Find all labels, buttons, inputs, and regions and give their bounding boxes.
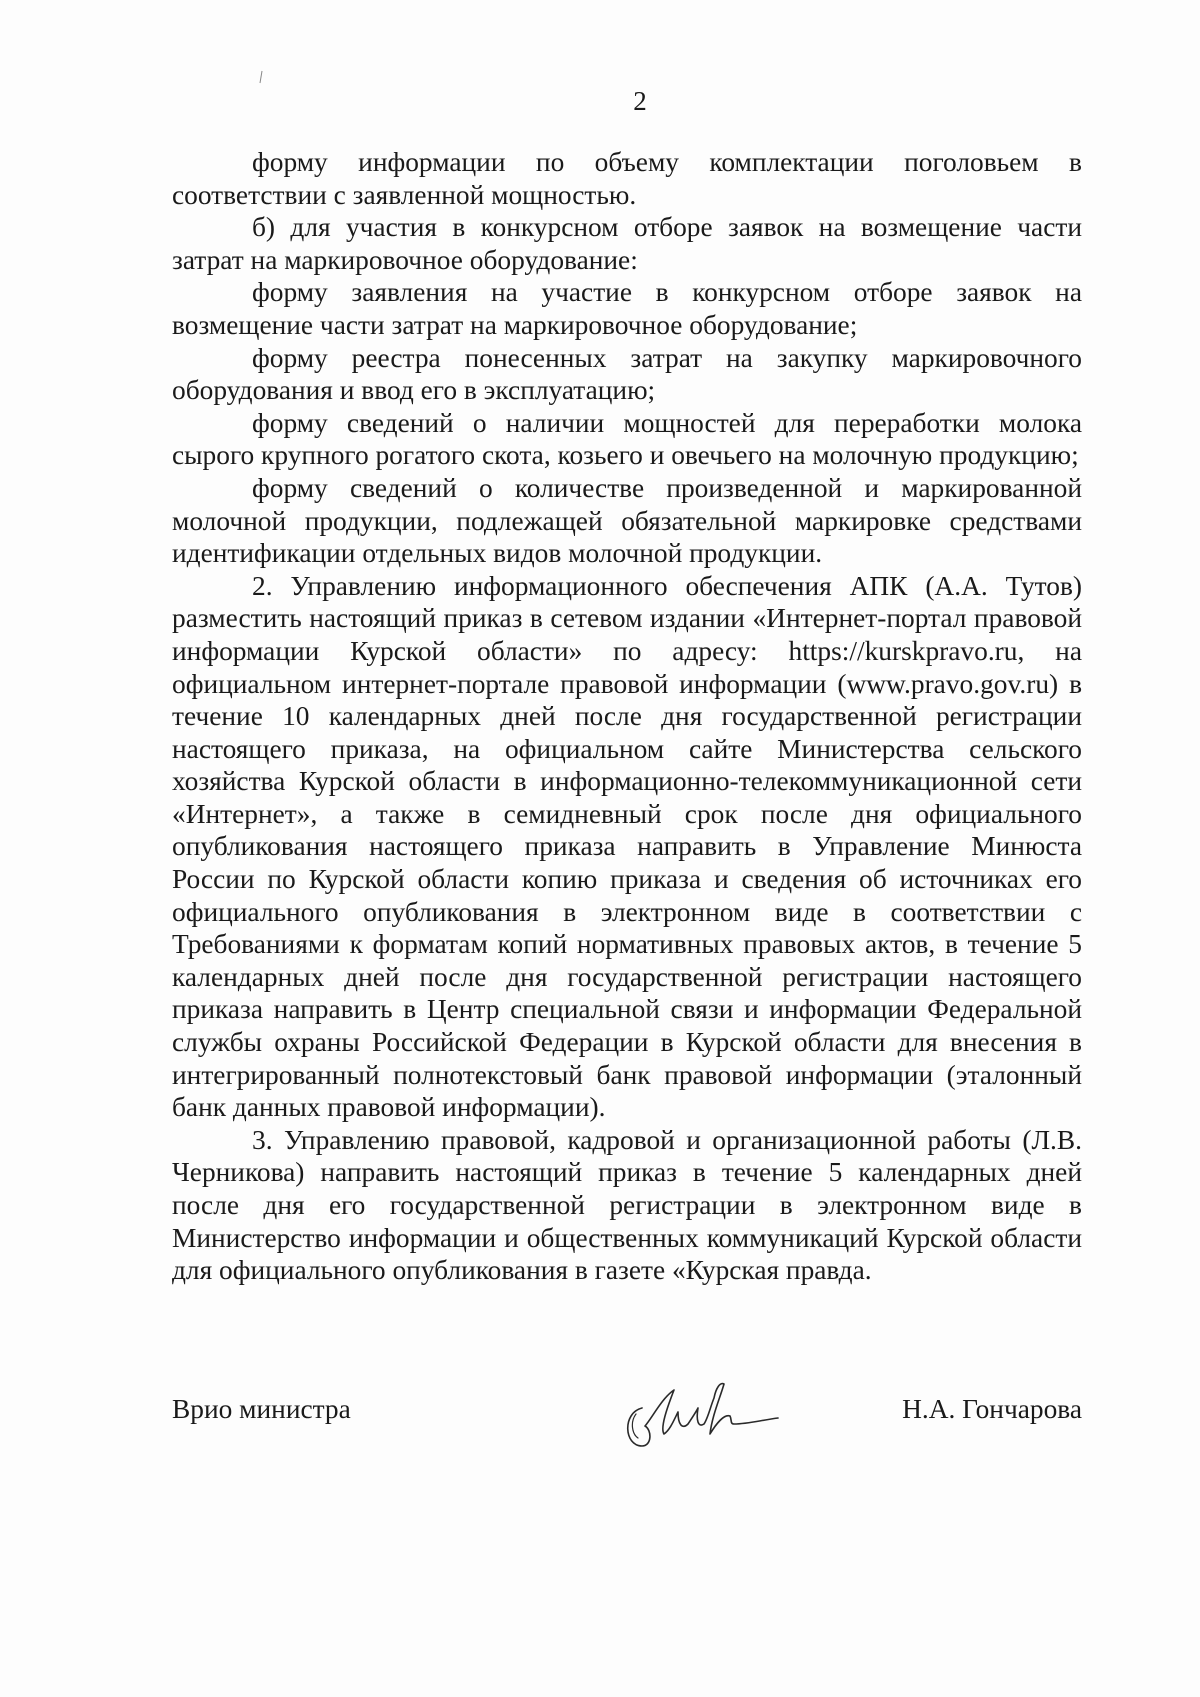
paragraph-form-cost-register: форму реестра понесенных затрат на закупку маркировочного оборудования и ввод его в эксплуатацию; (172, 342, 1082, 406)
paragraph-form-livestock-info: форму информации по объему комплектации поголовьем в соответствии с заявленной мощностью. (172, 147, 1082, 210)
scan-speck-mark (258, 70, 264, 84)
paragraph-clause-3: 3. Управлению правовой, кадровой и организационной работы (Л.В. Черникова) направить настоящий приказ в течение 5 календарных дней после дня его государственной регистрации в электронном виде в Министерство информации и общественных коммуникаций Курской области для официального опубликования в газете «Курская правда. (172, 1124, 1082, 1286)
document-body (172, 146, 1082, 1287)
paragraph-form-application: форму заявления на участие в конкурсном отборе заявок на возмещение части затрат на маркировочное оборудование; (172, 277, 1082, 340)
paragraph-form-production-info: форму сведений о количестве произведенной и маркированной молочной продукции, подлежащей обязательной маркировке средствами идентификации отдельных видов молочной продукции. (172, 472, 1082, 569)
signatory-title: Врио министра (172, 1394, 351, 1424)
paragraph-subclause-b: б) для участия в конкурсном отборе заявок на возмещение части затрат на маркировочное оборудование: (172, 212, 1082, 275)
paragraph-clause-2: 2. Управлению информационного обеспечения АПК (А.А. Тутов) разместить настоящий приказ в сетевом издании «Интернет-портал правовой информации Курской области» по адресу: https://kurskpravo.ru, на официальном интернет-портале правовой информации (www.pravo.gov.ru) в течение 10 календарных дней после дня государственной регистрации настоящего приказа, на официальном сайте Министерства сельского хозяйства Курской области в информационно-телекоммуникационной сети «Интернет», а также в семидневный срок после дня официального опубликования настоящего приказа направить в Управление Минюста России по Курской области копию приказа и сведения об источниках его официального опубликования в электронном виде в соответствии с Требованиями к форматам копий нормативных правовых актов, в течение 5 календарных дней после дня государственной регистрации настоящего приказа направить в Центр специальной связи и информации Федеральной службы охраны Российской Федерации в Курской области для внесения в интегрированный полнотекстовый банк правовой информации (эталонный банк данных правовой информации). (172, 570, 1082, 1123)
signature-block (172, 1380, 1082, 1460)
paragraph-form-capacity-info: форму сведений о наличии мощностей для переработки молока сырого крупного рогатого скота, козьего и овечьего на молочную продукцию; (172, 407, 1082, 471)
handwritten-signature (612, 1368, 782, 1458)
page-number: 2 (633, 86, 647, 116)
signatory-name: Н.А. Гончарова (902, 1394, 1082, 1424)
